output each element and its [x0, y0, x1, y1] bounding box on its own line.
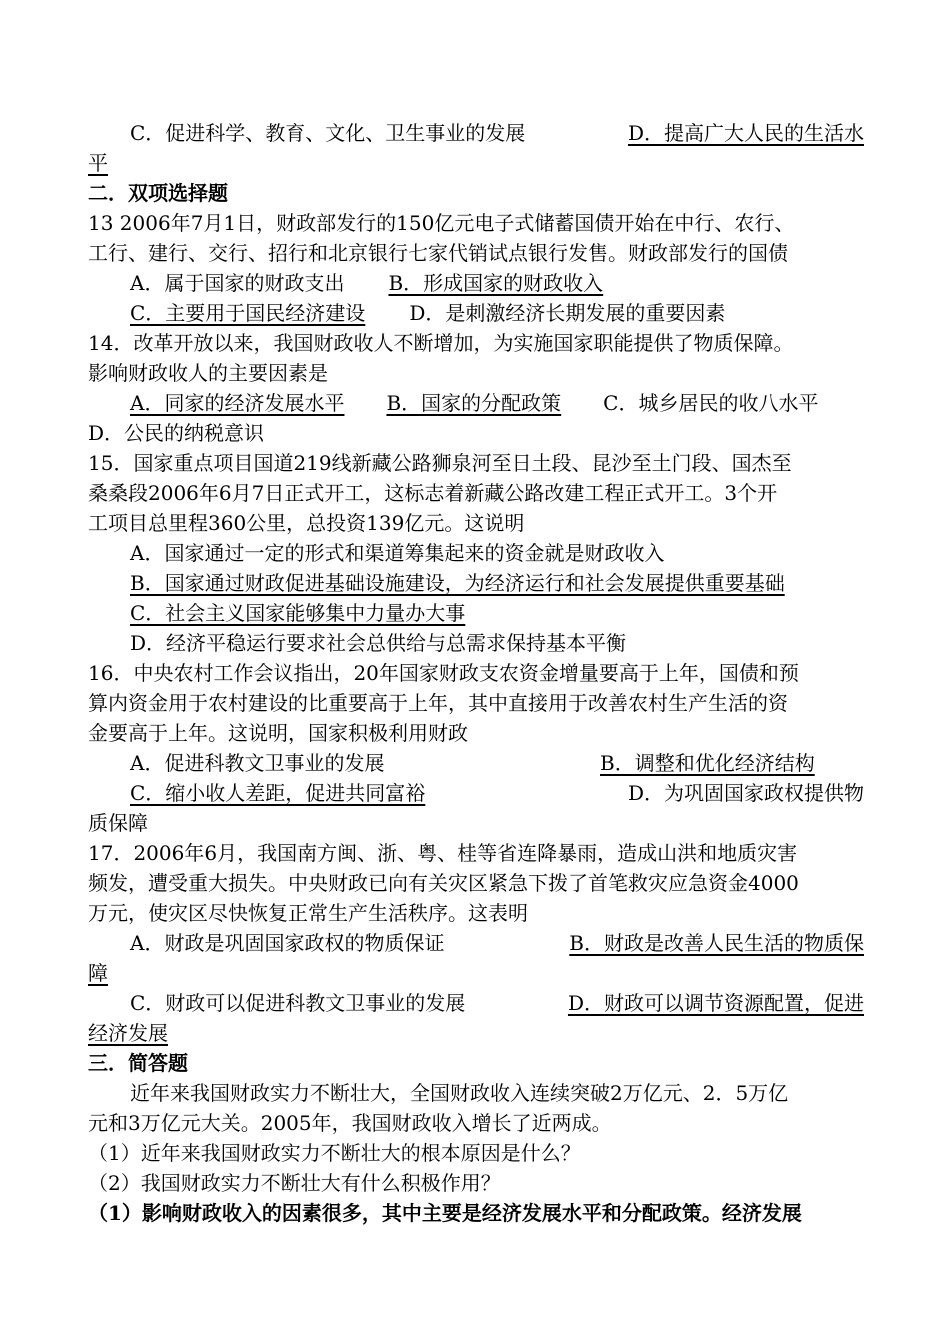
q16-option-d-wrap: 质保障 [88, 811, 148, 835]
q16-stem-line3: 金要高于上年。这说明，国家积极利用财政 [88, 721, 468, 745]
q14-option-b: B．国家的分配政策 [386, 391, 562, 415]
q17-stem-line2: 频发，遭受重大损失。中央财政已向有关灾区紧急下拨了首笔救灾应急资金4000 [88, 871, 799, 895]
q18-answer-line1: （1）影响财政收入的因素很多，其中主要是经济发展水平和分配政策。经济发展 [88, 1201, 802, 1225]
q15-option-a: A．国家通过一定的形式和渠道筹集起来的资金就是财政收入 [130, 541, 665, 565]
q18-sub-question-2: （2）我国财政实力不断壮大有什么积极作用？ [88, 1171, 501, 1195]
q14-option-c: C．城乡居民的收八水平 [603, 391, 819, 415]
q12-option-d-wrap: 平 [88, 151, 108, 175]
q17-stem-line1: 17．2006年6月，我国南方闽、浙、粤、桂等省连降暴雨，造成山洪和地质灾害 [88, 841, 798, 865]
q15-option-d: D．经济平稳运行要求社会总供给与总需求保持基本平衡 [130, 631, 627, 655]
q16-option-c: C．缩小收人差距，促进共同富裕 [130, 781, 426, 805]
q17-option-d-wrap: 经济发展 [88, 1021, 168, 1045]
q15-stem-line3: 工项目总里程360公里，总投资139亿元。这说明 [88, 511, 525, 535]
q16-options-cd [88, 778, 864, 808]
q13-options-cd [88, 298, 864, 328]
section2-title: 二．双项选择题 [88, 181, 228, 205]
q16-option-d: D．为巩固国家政权提供物 [627, 781, 864, 805]
q16-stem-line1: 16．中央农村工作会议指出，20年国家财政支农资金增量要高于上年，国债和预 [88, 661, 799, 685]
q16-option-a: A．促进科教文卫事业的发展 [130, 751, 385, 775]
q14-stem-line1: 14．改革开放以来，我国财政收人不断增加，为实施国家职能提供了物质保障。 [88, 331, 794, 355]
q14-stem-line2: 影响财政收人的主要因素是 [88, 361, 328, 385]
q18-sub-question-1: （1）近年来我国财政实力不断壮大的根本原因是什么？ [88, 1141, 581, 1165]
q15-option-b-row [88, 568, 864, 598]
q17-option-c: C．财政可以促进科教文卫事业的发展 [130, 991, 466, 1015]
q17-option-a: A．财政是巩固国家政权的物质保证 [130, 931, 445, 955]
q16-stem-line2: 算内资金用于农村建设的比重要高于上年，其中直接用于改善农村生产生活的资 [88, 691, 788, 715]
section3-title: 三．简答题 [88, 1051, 188, 1075]
q16-option-b: B．调整和优化经济结构 [600, 751, 815, 775]
q17-option-b: B．财政是改善人民生活的物质保 [569, 931, 864, 955]
q17-options-cd [88, 988, 864, 1018]
q13-option-b: B．形成国家的财政收入 [388, 271, 604, 295]
q18-stem-line1: 近年来我国财政实力不断壮大，全国财政收入连续突破2万亿元、2．5万亿 [130, 1081, 789, 1105]
q15-option-c-row [88, 598, 864, 628]
q13-option-d: D．是刺激经济长期发展的重要因素 [409, 301, 726, 325]
q16-options-ab [88, 748, 864, 778]
q15-stem-line1: 15．国家重点项目国道219线新藏公路狮泉河至日土段、昆沙至土门段、国杰至 [88, 451, 792, 475]
q14-options-abc [88, 388, 864, 418]
q14-option-a: A．同家的经济发展水平 [130, 391, 345, 415]
q15-option-b: B．国家通过财政促进基础设施建设，为经济运行和社会发展提供重要基础 [130, 571, 785, 595]
q12-options-cd [88, 118, 864, 148]
q13-option-a: A．属于国家的财政支出 [130, 271, 345, 295]
q13-option-c: C．主要用于国民经济建设 [130, 301, 366, 325]
q14-option-d: D．公民的纳税意识 [88, 421, 265, 445]
document-page [88, 118, 864, 1228]
q17-option-b-wrap: 障 [88, 961, 108, 985]
q18-stem-line2: 元和3万亿元大关。2005年，我国财政收入增长了近两成。 [88, 1111, 612, 1135]
q17-option-d: D．财政可以调节资源配置，促进 [567, 991, 864, 1015]
q13-options-ab [88, 268, 864, 298]
q17-stem-line3: 万元，使灾区尽快恢复正常生产生活秩序。这表明 [88, 901, 528, 925]
q12-option-d: D．提高广大人民的生活水 [627, 121, 864, 145]
q13-stem-line2: 工行、建行、交行、招行和北京银行七家代销试点银行发售。财政部发行的国债 [88, 241, 788, 265]
q12-option-c: C．促进科学、教育、文化、卫生事业的发展 [130, 121, 526, 145]
q13-stem-line1: 13 2006年7月1日，财政部发行的150亿元电子式储蓄国债开始在中行、农行、 [88, 211, 795, 235]
q15-stem-line2: 桑桑段2006年6月7日正式开工，这标志着新藏公路改建工程正式开工。3个开 [88, 481, 778, 505]
q17-options-ab [88, 928, 864, 958]
q15-option-c: C．社会主义国家能够集中力量办大事 [130, 601, 466, 625]
